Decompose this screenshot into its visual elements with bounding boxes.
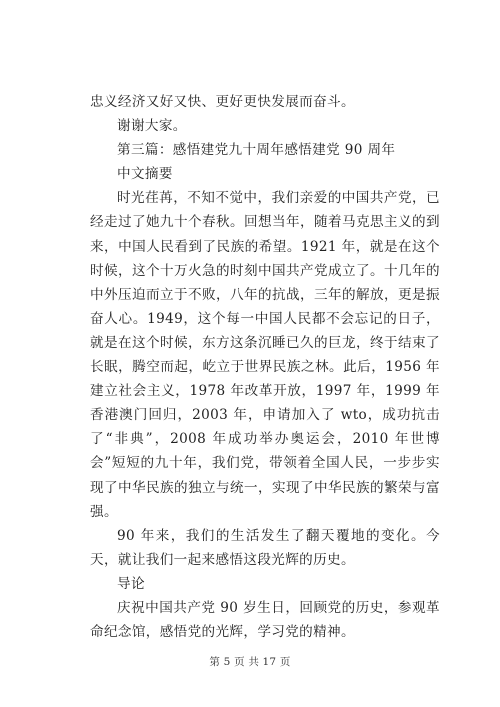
paragraph-introduction: 庆祝中国共产党 90 岁生日，回顾党的历史，参观革命纪念馆，感悟党的光辉，学习党的精神。 [90, 599, 440, 641]
abstract-heading: 中文摘要 [117, 166, 173, 183]
page-number-footer: 第 5 页 共 17 页 [209, 656, 291, 668]
document-body [90, 90, 440, 644]
paragraph-thanks: 谢谢大家。 [117, 118, 187, 135]
section-heading: 第三篇：感悟建党九十周年感悟建党 90 周年 [117, 142, 396, 159]
paragraph-abstract: 时光荏苒，不知不觉中，我们亲爱的中国共产党，已经走过了她九十个春秋。回想当年，随着马克思主义的到来，中国人民看到了民族的希望。1921 年，就是在这个时候，这个十万火急的时刻中国共产党成立了。十几年的中外压迫而立于不败，八年的抗战，三年的解放，更是振奋人心。1949，这个每一中国人民都不会忘记的日子，就是在这个时候，东方这条沉睡已久的巨龙，终于结束了长眠，腾空而起，屹立于世界民族之林。此后，1956 年建立社会主义，1978 年改革开放，1997 年，1999 年香港澳门回归，2003 年，申请加入了 wto，成功抗击了“非典”，2008 年成功举办奥运会，2010 年世博会”短短的九十年，我们党，带领着全国人民，一步步实现了中华民族的独立与统一，实现了中华民族的繁荣与富强。 [90, 190, 440, 520]
paragraph-continuation: 忠义经济又好又快、更好更快发展而奋斗。 [90, 94, 355, 110]
introduction-heading: 导论 [117, 575, 145, 592]
paragraph-ninety-years: 90 年来，我们的生活发生了翻天覆地的变化。今天，就让我们一起来感悟这段光辉的历史。 [90, 527, 440, 568]
